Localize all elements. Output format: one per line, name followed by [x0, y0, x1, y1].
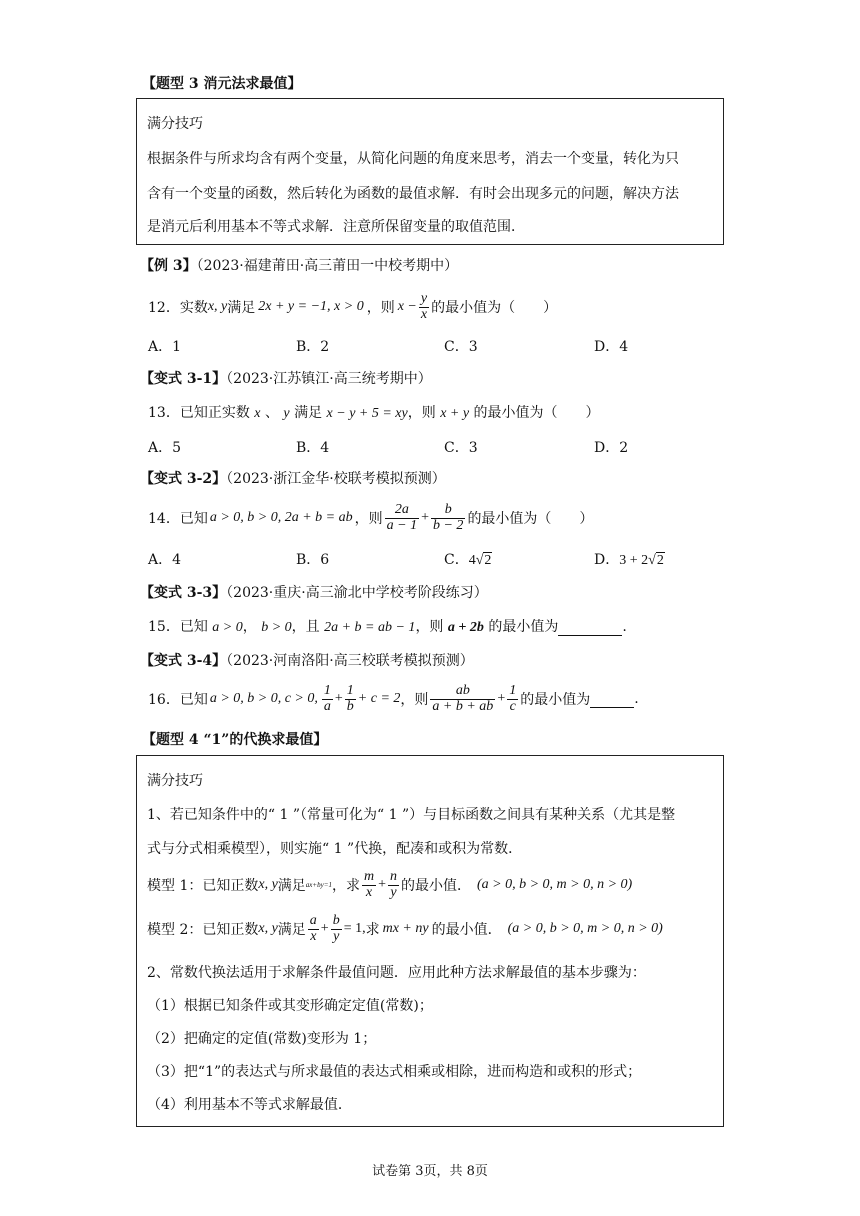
page-footer: 试卷第 3页，共 8页 [372, 1164, 488, 1179]
model-1: 模型 1：已知正数 x, y 满足 ax+by=1 ，求 $\frac{m}{x}$ + $\frac{n}{y}$ 的最小值． (a > 0, b > 0, m > 0, n > 0) [147, 868, 633, 900]
text: ，求 [331, 878, 360, 894]
variant-tag: 【变式 3-4】 [140, 653, 227, 669]
option-d: D．2 [594, 440, 629, 456]
math: x [254, 406, 261, 421]
fraction-numerator: 2a [385, 503, 419, 519]
fraction [419, 292, 429, 322]
text: ，则 [415, 619, 444, 635]
math: y [283, 406, 290, 421]
math-condition: 2a + b = ab − 1 [324, 620, 416, 635]
tips-line: 2、常数代换法适用于求解条件最值问题．应用此种方法求解最值的基本步骤为： [147, 965, 646, 981]
math-radicand: 2 [656, 553, 664, 568]
math: 4 [468, 553, 476, 568]
variant-header [140, 368, 432, 388]
question-number: 12． [148, 300, 180, 316]
text: ，则 [354, 511, 383, 527]
model-2: 模型 2：已知正数 x, y 满足 $\frac{a}{x}$ + $\frac{b}{y}$ = 1, 求 mx + ny 的最小值． (a > 0, b > 0, m > 0, n > 0) [147, 912, 663, 944]
fraction-denominator: y [333, 928, 340, 944]
text: 的最小值． [431, 922, 502, 938]
question-number: 14． [148, 511, 180, 527]
tips-line: 是消元后利用基本不等式求解．注意所保留变量的取值范围． [147, 219, 525, 235]
fraction [331, 914, 342, 944]
variant-header [140, 582, 488, 602]
math: x + y [440, 406, 470, 421]
fraction-numerator: b [332, 912, 340, 928]
text: ，则 [400, 692, 429, 708]
text: 的最小值为（ ） [431, 300, 558, 316]
math-condition: (a > 0, b > 0, m > 0, n > 0) [477, 877, 633, 892]
math-radicand: 2 [484, 553, 492, 568]
variant-tag: 【变式 3-2】 [140, 471, 227, 487]
question-number: 13． [148, 405, 180, 421]
fraction-denominator: b − 2 [432, 517, 464, 533]
fraction-denominator: c [509, 698, 516, 714]
tips-line: 1、若已知条件中的“ 1 ”（常量可化为“ 1 ”）与目标函数之间具有某种关系（尤其是整 [147, 807, 676, 823]
variant-source: （2023·浙江金华·校联考模拟预测） [226, 471, 446, 487]
section-title-4: 【题型 4 “1”的代换求最值】 [142, 732, 328, 748]
fraction [431, 503, 465, 533]
variant-source: （2023·重庆·高三渝北中学校考阶段练习） [226, 585, 488, 601]
variant-header [140, 468, 446, 488]
fraction-denominator: b [346, 698, 354, 714]
variant-tag: 【变式 3-1】 [140, 371, 227, 387]
option-a: A．4 [148, 552, 182, 568]
fraction-numerator: 1 [323, 682, 331, 698]
question-12 [148, 287, 557, 327]
option-label: C． [444, 552, 469, 568]
answer-blank[interactable] [558, 619, 622, 636]
fraction-denominator: a [323, 698, 331, 714]
question-15 [148, 616, 627, 636]
math: b > 0 [261, 620, 292, 635]
tips-line: 含有一个变量的函数，然后转化为函数的最值求解．有时会出现多元的问题，解决方法 [147, 186, 679, 202]
math-condition: ax+by=1 [305, 881, 332, 889]
math: x, y [258, 921, 278, 936]
text: 满足 [277, 922, 306, 938]
text: 模型 1：已知正数 [147, 878, 259, 894]
math-condition: a > 0, b > 0, c > 0, [209, 691, 318, 706]
text: 满足 [277, 878, 306, 894]
fraction [430, 684, 495, 714]
tips-box [136, 755, 724, 1127]
option-a: A．5 [148, 440, 182, 456]
fraction-numerator: y [420, 290, 428, 306]
option-c: C．4√2 [444, 552, 492, 568]
fraction-numerator: b [431, 503, 465, 519]
fraction-denominator: x [365, 884, 373, 900]
step-item: （1）根据已知条件或其变形确定定值(常数)； [147, 998, 433, 1014]
text: 求 [365, 922, 380, 938]
math-condition: 2x + y = −1, x > 0 [258, 299, 364, 314]
fraction [308, 914, 319, 944]
tips-line: 式与分式相乘模型），则实施“ 1 ”代换，配凑和或积为常数． [147, 841, 523, 857]
step-item: （4）利用基本不等式求解最值． [147, 1097, 352, 1113]
variant-source: （2023·河南洛阳·高三校联考模拟预测） [226, 653, 474, 669]
tips-title: 满分技巧 [147, 116, 203, 132]
text: 已知 [179, 511, 208, 527]
variant-tag: 【变式 3-3】 [140, 585, 227, 601]
text: ，则 [366, 300, 395, 316]
fraction-denominator: y [390, 884, 397, 900]
fraction [385, 503, 419, 533]
text: 模型 2：已知正数 [147, 922, 259, 938]
text: 满足 [294, 405, 323, 421]
question-number: 15． [148, 619, 180, 635]
fraction-numerator: ab [430, 684, 495, 700]
question-13 [148, 402, 600, 422]
math-condition: (a > 0, b > 0, m > 0, n > 0) [507, 921, 663, 936]
text: ， [242, 619, 257, 635]
option-b: B．2 [296, 339, 330, 355]
text: 、 [264, 405, 279, 421]
variant-header [140, 650, 474, 670]
math-condition: a > 0, b > 0, 2a + b = ab [209, 510, 353, 525]
fraction-denominator: a + b + ab [432, 698, 494, 714]
text: 已知 [179, 692, 208, 708]
math: + [421, 510, 429, 525]
math: 3 + 2 [619, 553, 649, 568]
math: x − [397, 299, 417, 314]
math-condition: x − y + 5 = xy [326, 406, 408, 421]
text: 的最小值． [401, 878, 471, 894]
text: 的最小值为（ ） [473, 405, 600, 421]
fraction-numerator: a [309, 912, 317, 928]
question-16: 16． 已知 a > 0, b > 0, c > 0, $\frac{1}{a}$ + $\frac{1}{b}$ + c = 2 ，则 $\frac{ab}{a + b + ab}$ + $\frac{1}{c}$ 的最小值为 . [148, 682, 639, 714]
text: 已知 [179, 619, 208, 635]
section-title-3: 【题型 3 消元法求最值】 [142, 76, 302, 92]
fraction-numerator: m [363, 868, 375, 884]
option-c: C．3 [444, 440, 478, 456]
text: 的最小值为（ ） [467, 511, 594, 527]
text: 的最小值为 [520, 692, 591, 708]
question-14 [148, 497, 593, 539]
tips-line: 根据条件与所求均含有两个变量，从简化问题的角度来思考，消去一个变量，转化为只 [147, 151, 679, 167]
math: x, y [207, 299, 228, 314]
text: . [634, 691, 639, 707]
tips-title: 满分技巧 [147, 773, 203, 789]
fraction-numerator: n [390, 868, 397, 884]
example-source: （2023·福建莆田·高三莆田一中校考期中） [196, 258, 459, 274]
text: ，则 [407, 405, 436, 421]
example-header [140, 255, 458, 275]
step-item: （3）把“1”的表达式与所求最值的表达式相乘或相除，进而构造和或积的形式； [147, 1064, 642, 1080]
example-tag: 【例 3】 [140, 258, 197, 274]
fraction [507, 684, 518, 714]
math: a + 2b [447, 620, 484, 635]
text: . [622, 619, 627, 635]
tips-box [136, 98, 724, 245]
option-label: D． [594, 552, 620, 568]
fraction [345, 684, 356, 714]
fraction-denominator: x [310, 928, 317, 944]
option-a: A．1 [148, 339, 182, 355]
fraction-denominator: x [420, 306, 428, 322]
question-number: 16． [148, 692, 180, 708]
fraction [388, 870, 399, 900]
math: mx + ny [382, 921, 429, 936]
option-c: C．3 [444, 339, 478, 355]
text: ，且 [291, 619, 320, 635]
option-b: B．4 [296, 440, 330, 456]
fraction [322, 684, 333, 714]
variant-source: （2023·江苏镇江·高三统考期中） [226, 371, 432, 387]
fraction-numerator: 1 [509, 682, 517, 698]
fraction-denominator: a − 1 [386, 517, 418, 533]
text: 的最小值为 [488, 619, 559, 635]
text: 已知正实数 [179, 405, 250, 421]
option-b: B．6 [296, 552, 330, 568]
text: 实数 [179, 300, 208, 316]
option-d: D．3 + 2√2 [594, 552, 664, 568]
step-item: （2）把确定的定值(常数)变形为 1； [147, 1031, 377, 1047]
math: + c = 2 [357, 691, 401, 706]
fraction [362, 870, 376, 900]
math: x, y [258, 877, 278, 892]
option-d: D．4 [594, 339, 629, 355]
answer-blank[interactable] [590, 691, 634, 708]
math: a > 0 [212, 620, 243, 635]
text: 满足 [227, 300, 256, 316]
fraction-numerator: 1 [346, 682, 354, 698]
math: = 1, [343, 921, 366, 936]
